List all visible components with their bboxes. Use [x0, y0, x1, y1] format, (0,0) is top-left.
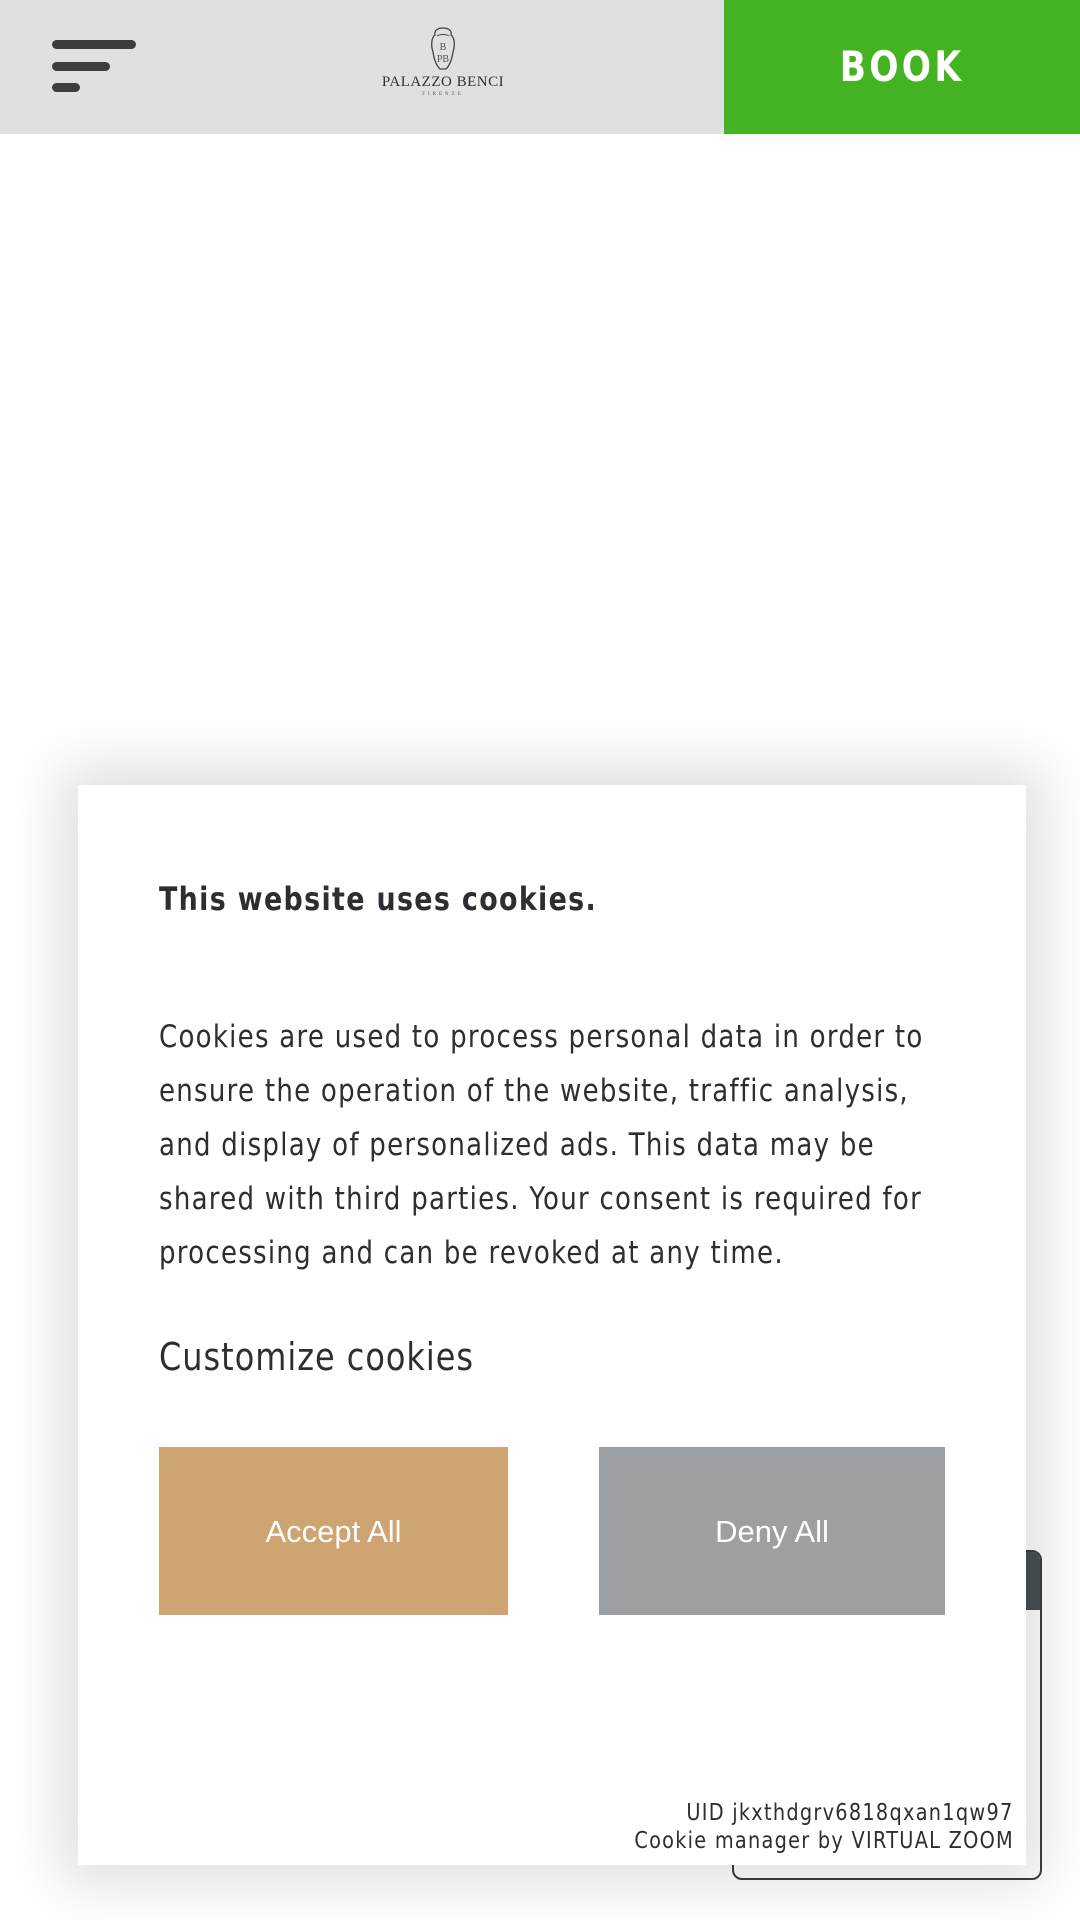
deny-all-button[interactable]: Deny All [599, 1447, 945, 1615]
logo-name: PALAZZO BENCI [381, 74, 505, 90]
cookie-dialog-title: This website uses cookies. [159, 880, 598, 918]
description-line: ensure the operation of the website, traffic analysis, [159, 1073, 909, 1109]
site-header [0, 0, 1080, 225]
book-online-button[interactable] [724, 0, 1080, 225]
crest-icon [428, 26, 458, 72]
cookie-manager-credit: Cookie manager by VIRTUAL ZOOM [634, 1828, 1014, 1854]
cookie-dialog-footer [562, 1799, 1014, 1855]
customize-cookies-link[interactable]: Customize cookies [159, 1335, 475, 1379]
description-line: processing and can be revoked at any time. [159, 1235, 784, 1271]
description-line: and display of personalized ads. This data may be [159, 1127, 875, 1163]
svg-text:PB: PB [436, 54, 450, 65]
cookie-consent-dialog [78, 785, 1026, 1865]
logo-subtitle: FIRENZE [422, 92, 464, 97]
description-line: shared with third parties. Your consent is required for [159, 1181, 923, 1217]
book-online-label: BOOK ONLINE [819, 42, 985, 225]
site-logo[interactable] [380, 26, 506, 110]
hamburger-menu-icon[interactable] [52, 38, 138, 96]
consent-uid: UID jkxthdgrv6818qxan1qw97 [686, 1800, 1014, 1826]
menu-bar-middle [52, 62, 110, 71]
svg-text:B: B [439, 42, 447, 53]
cookie-dialog-description [159, 1010, 1069, 1280]
menu-bar-bottom [52, 83, 80, 92]
accept-all-button[interactable]: Accept All [159, 1447, 508, 1615]
description-line: Cookies are used to process personal data in order to [159, 1019, 924, 1055]
menu-bar-top [52, 40, 136, 49]
